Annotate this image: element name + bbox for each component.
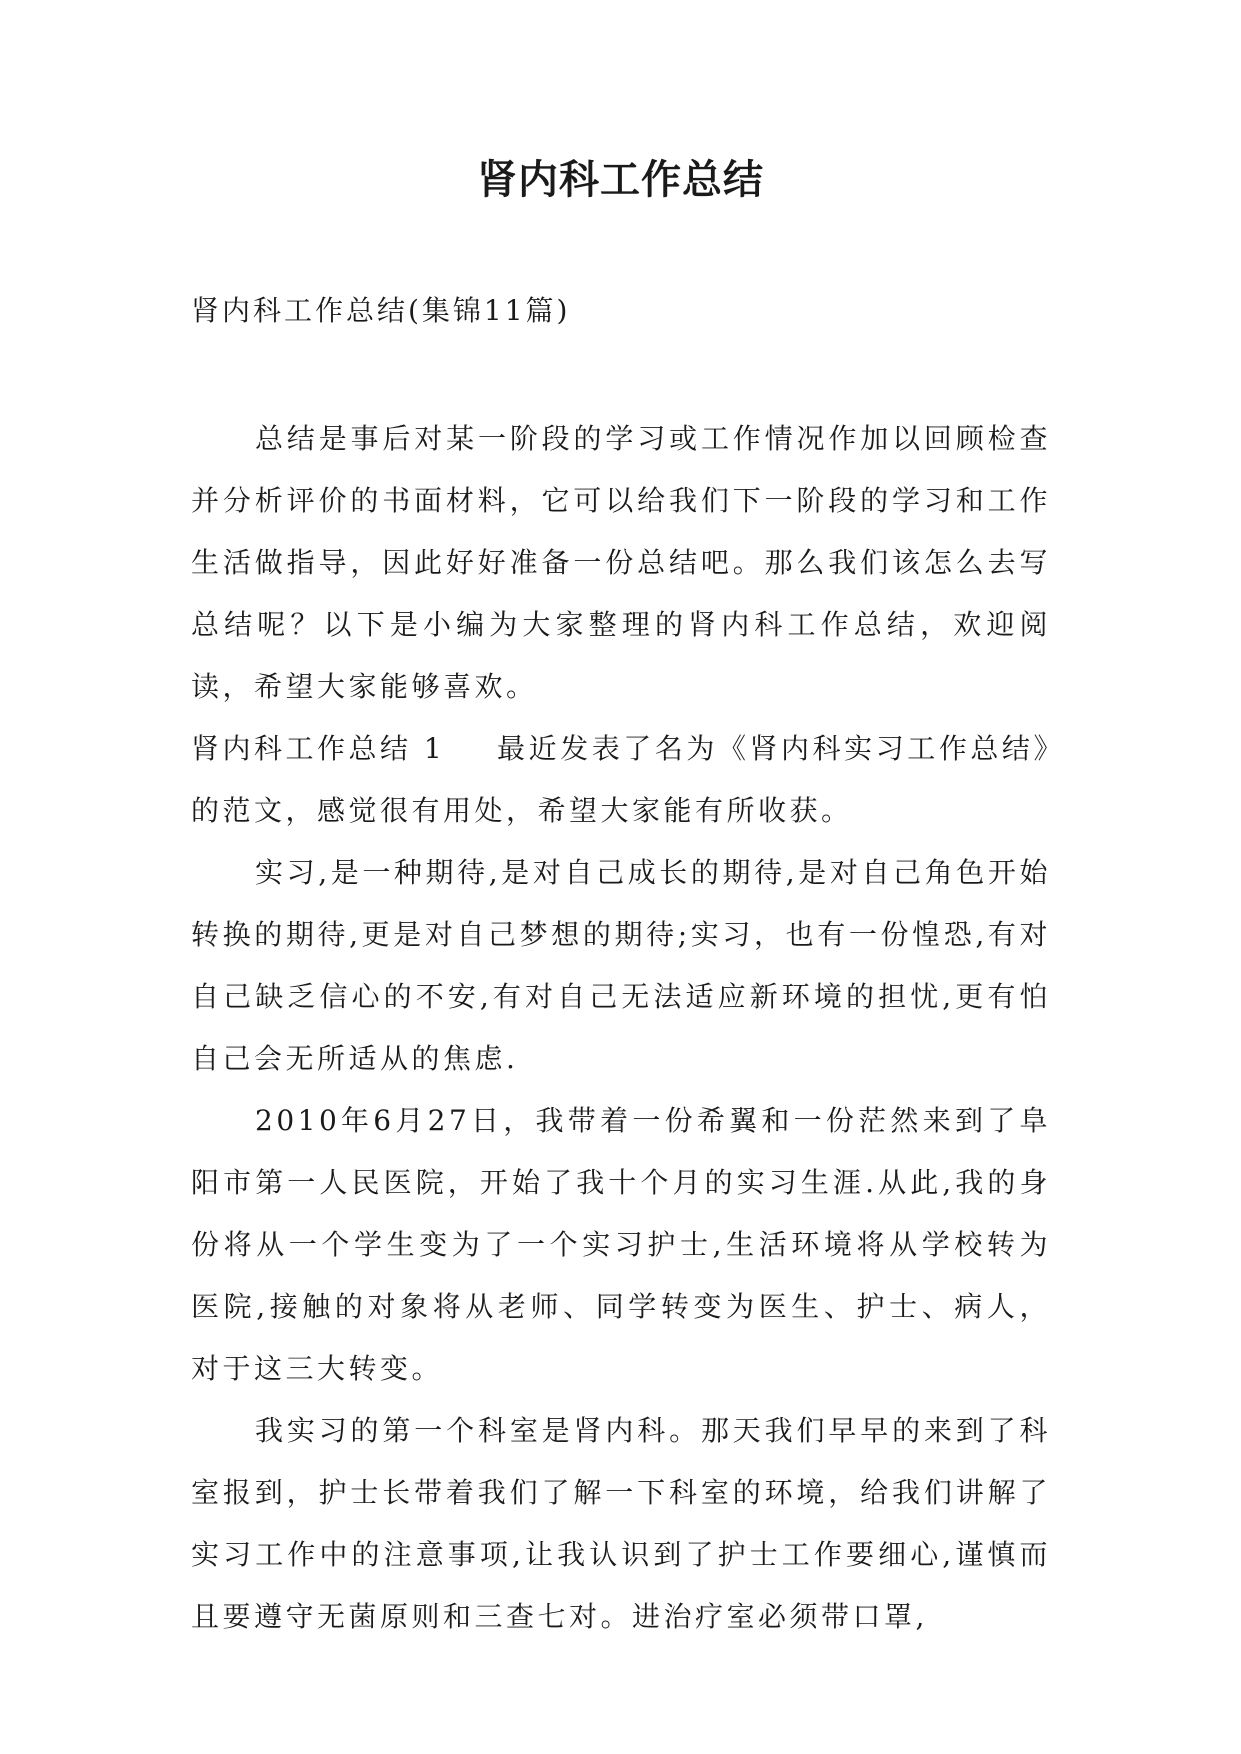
body-paragraph-3: 我实习的第一个科室是肾内科。那天我们早早的来到了科室报到，护士长带着我们了解一下科室的环境，给我们讲解了实习工作中的注意事项,让我认识到了护士工作要细心,谨慎而且要遵守无菌原则和三查七对。进治疗室必须带口罩, (191, 1414, 1051, 1633)
body-paragraph-2: 2010年6月27日，我带着一份希翼和一份茫然来到了阜阳市第一人民医院，开始了我十个月的实习生涯.从此,我的身份将从一个学生变为了一个实习护士,生活环境将从学校转为医院,接触的对象将从老师、同学转变为医生、护士、病人，对于这三大转变。 (191, 1104, 1051, 1385)
intro-paragraph: 总结是事后对某一阶段的学习或工作情况作加以回顾检查并分析评价的书面材料，它可以给我们下一阶段的学习和工作生活做指导，因此好好准备一份总结吧。那么我们该怎么去写总结呢？以下是小编为大家整理的肾内科工作总结，欢迎阅读，希望大家能够喜欢。 (191, 422, 1051, 703)
section-1-heading: 肾内科工作总结 1 (191, 732, 446, 765)
document-body (191, 408, 1051, 1648)
body-paragraph-1: 实习,是一种期待,是对自己成长的期待,是对自己角色开始转换的期待,更是对自己梦想的期待;实习，也有一份惶恐,有对自己缺乏信心的不安,有对自己无法适应新环境的担忧,更有怕自己会无所适从的焦虑. (191, 856, 1051, 1075)
document-title: 肾内科工作总结 (477, 157, 764, 203)
section-1-text: 最近发表了名为《肾内科实习工作总结》的范文，感觉很有用处，希望大家能有所收获。 (191, 732, 1051, 827)
document-subtitle: 肾内科工作总结(集锦11篇) (191, 294, 571, 327)
section-1-paragraph (191, 718, 1051, 842)
